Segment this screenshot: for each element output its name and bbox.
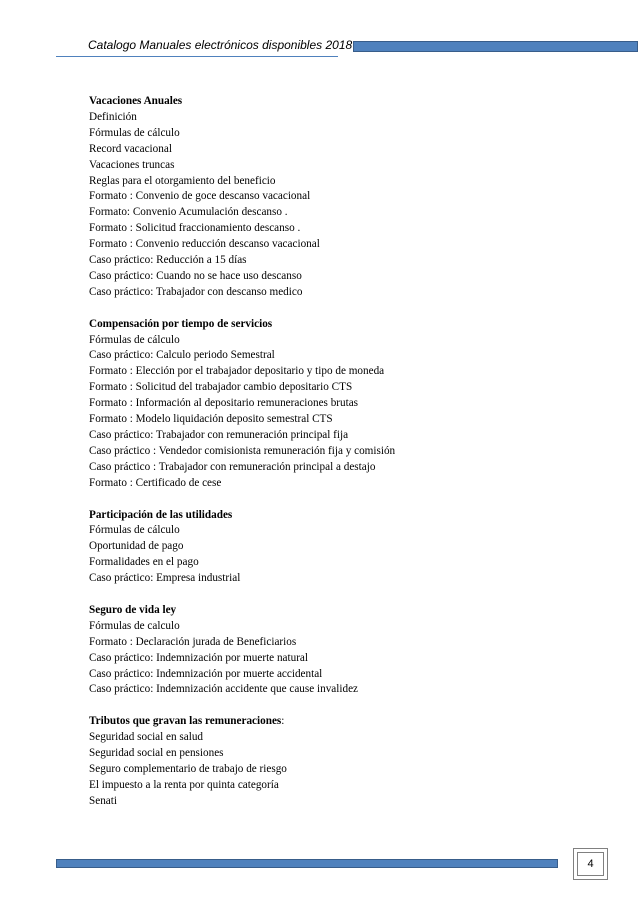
list-item: Record vacacional (89, 142, 172, 155)
section (89, 317, 589, 492)
section-title-text: Participación de las utilidades (89, 508, 233, 521)
section-title-text: Seguro de vida ley (89, 603, 177, 616)
list-item: Caso práctico : Trabajador con remuneración principal a destajo (89, 460, 376, 473)
section-title (89, 317, 589, 333)
list-item: Formato : Solicitud del trabajador cambio depositario CTS (89, 381, 353, 394)
list-item: Fórmulas de calculo (89, 619, 180, 632)
list-item: Formato : Información al depositario remuneraciones brutas (89, 397, 359, 410)
list-item: Formato : Convenio de goce descanso vacacional (89, 190, 311, 203)
list-item: Caso práctico: Calculo periodo Semestral (89, 349, 275, 362)
section-title (89, 603, 589, 619)
list-item: Caso práctico: Trabajador con descanso medico (89, 285, 303, 298)
section (89, 94, 589, 301)
section-title (89, 94, 589, 110)
list-item: Definición (89, 110, 137, 123)
page-number-box (573, 848, 608, 880)
section (89, 508, 589, 588)
list-item: Senati (89, 794, 117, 807)
list-item: Caso práctico : Vendedor comisionista remuneración fija y comisión (89, 444, 396, 457)
list-item: Fórmulas de cálculo (89, 524, 180, 537)
list-item: Caso práctico: Indemnización por muerte accidental (89, 667, 323, 680)
list-item: Formato : Elección por el trabajador depositario y tipo de moneda (89, 365, 385, 378)
section-title-text: Tributos que gravan las remuneraciones (89, 715, 282, 728)
section-title (89, 508, 589, 524)
list-item: Oportunidad de pago (89, 540, 184, 553)
list-item: Caso práctico: Reducción a 15 días (89, 254, 247, 267)
list-item: Caso práctico: Indemnización accidente que cause invalidez (89, 683, 358, 696)
list-item: El impuesto a la renta por quinta categoría (89, 778, 279, 791)
list-item: Formato : Modelo liquidación deposito semestral CTS (89, 413, 333, 426)
header-accent-bar (353, 41, 638, 52)
section (89, 714, 589, 809)
header-underline (56, 56, 338, 57)
section-title-text: Vacaciones Anuales (89, 95, 183, 107)
list-item: Fórmulas de cálculo (89, 333, 180, 346)
list-item: Seguro complementario de trabajo de riesgo (89, 763, 287, 775)
page-number: 4 (577, 852, 604, 876)
section (89, 603, 589, 698)
list-item: Formato : Solicitud fraccionamiento descanso . (89, 222, 301, 235)
list-item: Formato : Convenio reducción descanso vacacional (89, 238, 320, 251)
header-title: Catalogo Manuales electrónicos disponibles 2018 (88, 38, 353, 52)
list-item: Reglas para el otorgamiento del beneficio (89, 174, 276, 187)
section-title (89, 714, 589, 730)
list-item: Fórmulas de cálculo (89, 126, 180, 139)
list-item: Formato: Convenio Acumulación descanso . (89, 206, 288, 219)
list-item: Vacaciones truncas (89, 158, 175, 171)
footer-accent-bar (56, 859, 558, 868)
list-item: Caso práctico: Indemnización por muerte natural (89, 651, 309, 664)
list-item: Seguridad social en salud (89, 731, 204, 744)
list-item: Caso práctico: Cuando no se hace uso descanso (89, 269, 302, 282)
section-title-suffix: : (281, 715, 285, 728)
list-item: Formalidades en el pago (89, 556, 199, 569)
list-item: Formato : Certificado de cese (89, 476, 222, 489)
list-item: Seguridad social en pensiones (89, 747, 224, 760)
list-item: Caso práctico: Trabajador con remuneración principal fija (89, 429, 349, 442)
list-item: Formato : Declaración jurada de Beneficiarios (89, 635, 297, 648)
document-body (89, 94, 589, 826)
list-item: Caso práctico: Empresa industrial (89, 572, 241, 585)
section-title-text: Compensación por tiempo de servicios (89, 317, 273, 330)
